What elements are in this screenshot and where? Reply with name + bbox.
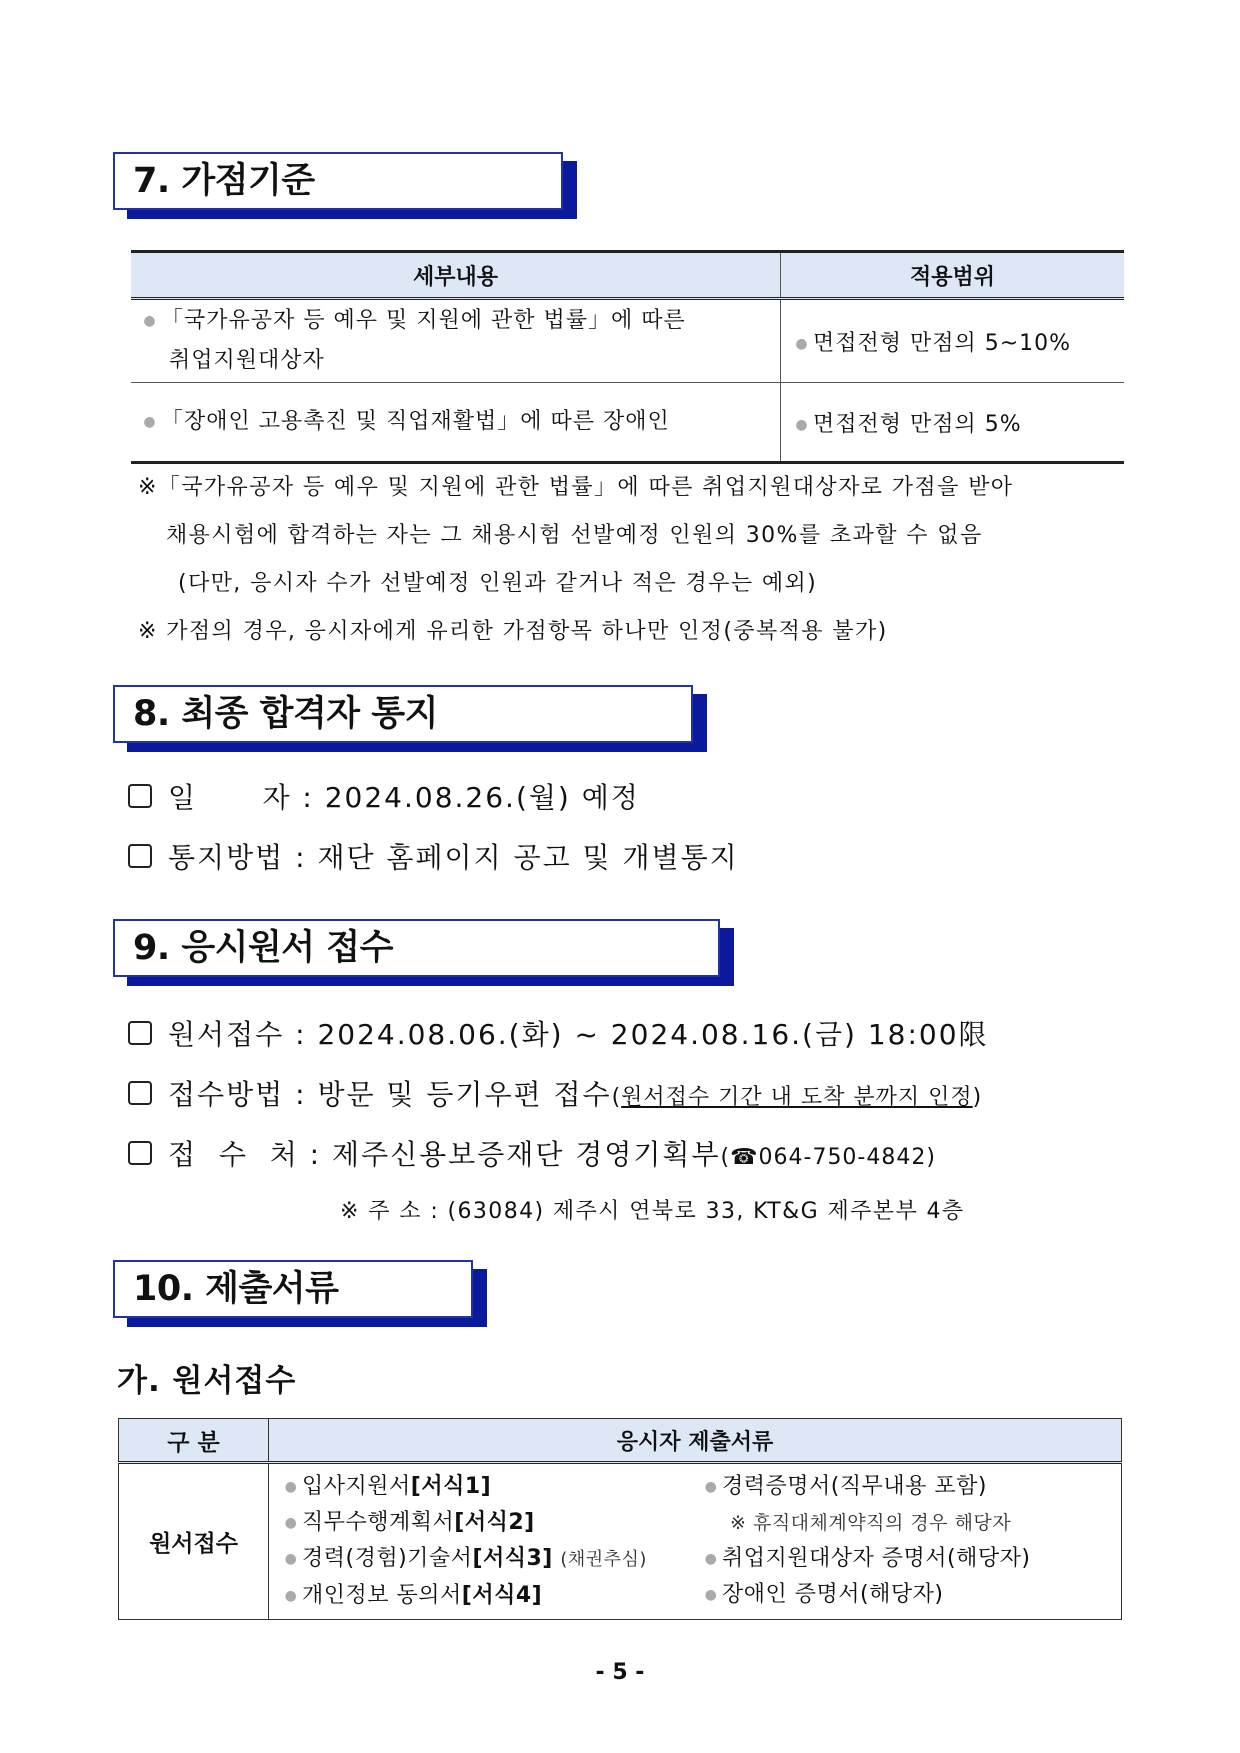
section-9-heading bbox=[113, 919, 720, 977]
bullet-icon: ● bbox=[795, 416, 809, 433]
table-row bbox=[131, 383, 1124, 463]
checkbox-icon bbox=[128, 784, 152, 808]
phone-number: ☎064-750-4842 bbox=[730, 1145, 927, 1170]
item-note: 원서접수 기간 내 도착 분까지 인정 bbox=[621, 1085, 973, 1110]
row-scope: 면접전형 만점의 5% bbox=[813, 411, 1022, 437]
table-header-documents: 응시자 제출서류 bbox=[269, 1419, 1122, 1463]
checkbox-icon bbox=[128, 844, 152, 868]
documents-table bbox=[118, 1418, 1122, 1620]
list-item: ● 경력(경험)기술서[서식3] (채권추심) bbox=[280, 1541, 700, 1578]
bullet-icon: ● bbox=[704, 1479, 718, 1495]
bullet-icon: ● bbox=[795, 335, 809, 352]
application-office-item: 접 수 처 : 제주신용보증재단 경영기획부(☎064-750-4842) bbox=[128, 1133, 936, 1173]
bullet-icon: ● bbox=[143, 414, 157, 430]
table-header-scope: 적용범위 bbox=[781, 252, 1125, 299]
item-value: 방문 및 등기우편 접수 bbox=[317, 1078, 612, 1111]
note-line: (다만, 응시자 수가 선발예정 인원과 같거나 적은 경우는 예외) bbox=[178, 571, 818, 596]
list-item: ● 입사지원서[서식1] bbox=[280, 1469, 700, 1505]
item-value: 제주신용보증재단 경영기획부 bbox=[331, 1138, 721, 1171]
note-line: 채용시험에 합격하는 자는 그 채용시험 선발예정 인원의 30%를 초과할 수 없음 bbox=[166, 523, 983, 548]
item-value: 2024.08.26.(월) 예정 bbox=[324, 781, 640, 814]
table-row bbox=[131, 299, 1124, 383]
left-documents-list bbox=[280, 1469, 700, 1614]
section-8-heading bbox=[113, 685, 693, 743]
section-10-heading bbox=[113, 1260, 473, 1318]
checkbox-icon bbox=[128, 1141, 152, 1165]
item-label: 원서접수 bbox=[168, 1018, 285, 1051]
item-value: 2024.08.06.(화) ~ 2024.08.16.(금) 18:00限 bbox=[317, 1018, 989, 1051]
table-row bbox=[119, 1463, 1122, 1620]
item-value: 재단 홈페이지 공고 및 개별통지 bbox=[317, 841, 739, 874]
row-scope: 면접전형 만점의 5~10% bbox=[813, 330, 1072, 356]
section-9-title: 9. 응시원서 접수 bbox=[113, 919, 720, 977]
checkbox-icon bbox=[128, 1081, 152, 1105]
list-item: ● 장애인 증명서(해당자) bbox=[700, 1577, 1120, 1613]
list-item: ● 취업지원대상자 증명서(해당자) bbox=[700, 1541, 1120, 1577]
row-detail-line1: 「장애인 고용촉진 및 직업재활법」에 따른 장애인 bbox=[161, 409, 670, 434]
row-label: 원서접수 bbox=[119, 1463, 269, 1620]
subsection-title: 가. 원서접수 bbox=[117, 1363, 297, 1399]
section-7-title: 7. 가점기준 bbox=[113, 152, 563, 210]
right-documents-list bbox=[700, 1469, 1120, 1614]
table-header-category: 구 분 bbox=[119, 1419, 269, 1463]
checkbox-icon bbox=[128, 1021, 152, 1045]
item-label: 일 자 bbox=[168, 781, 292, 814]
list-item: ● 개인정보 동의서[서식4] bbox=[280, 1578, 700, 1614]
notice-method-item: 통지방법 : 재단 홈페이지 공고 및 개별통지 bbox=[128, 836, 739, 876]
bullet-icon: ● bbox=[284, 1479, 298, 1495]
note-line: ※「국가유공자 등 예우 및 지원에 관한 법률」에 따른 취업지원대상자로 가점을 받아 bbox=[138, 475, 1014, 500]
page-number: - 5 - bbox=[595, 1660, 645, 1685]
bullet-icon: ● bbox=[704, 1587, 718, 1603]
bullet-icon: ● bbox=[284, 1515, 298, 1531]
bullet-icon: ● bbox=[284, 1551, 298, 1567]
application-period-item: 원서접수 : 2024.08.06.(화) ~ 2024.08.16.(금) 18:00限 bbox=[128, 1013, 989, 1053]
section-7-heading bbox=[113, 152, 563, 210]
address-note: ※ 주 소 : (63084) 제주시 연북로 33, KT&G 제주본부 4층 bbox=[340, 1199, 965, 1224]
application-method-item: 접수방법 : 방문 및 등기우편 접수(원서접수 기간 내 도착 분까지 인정) bbox=[128, 1073, 982, 1113]
list-item: ● 경력증명서(직무내용 포함) bbox=[700, 1469, 1120, 1505]
bonus-criteria-table bbox=[131, 250, 1124, 464]
list-note: ※ 휴직대체계약직의 경우 해당자 bbox=[730, 1512, 1012, 1534]
row-detail-line2: 취업지원대상자 bbox=[169, 348, 325, 373]
row-detail-line1: 「국가유공자 등 예우 및 지원에 관한 법률」에 따른 bbox=[161, 308, 686, 333]
item-label: 접 수 처 bbox=[168, 1138, 299, 1171]
section-8-title: 8. 최종 합격자 통지 bbox=[113, 685, 693, 743]
item-label: 접수방법 bbox=[168, 1078, 285, 1111]
table-header-detail: 세부내용 bbox=[131, 252, 781, 299]
bullet-icon: ● bbox=[143, 313, 157, 329]
bullet-icon: ● bbox=[284, 1588, 298, 1604]
section-10-title: 10. 제출서류 bbox=[113, 1260, 473, 1318]
notice-date-item: 일 자 : 2024.08.26.(월) 예정 bbox=[128, 776, 640, 816]
note-line: ※ 가점의 경우, 응시자에게 유리한 가점항목 하나만 인정(중복적용 불가) bbox=[138, 619, 888, 644]
item-label: 통지방법 bbox=[168, 841, 285, 874]
bullet-icon: ● bbox=[704, 1551, 718, 1567]
list-item: ● 직무수행계획서[서식2] bbox=[280, 1505, 700, 1541]
